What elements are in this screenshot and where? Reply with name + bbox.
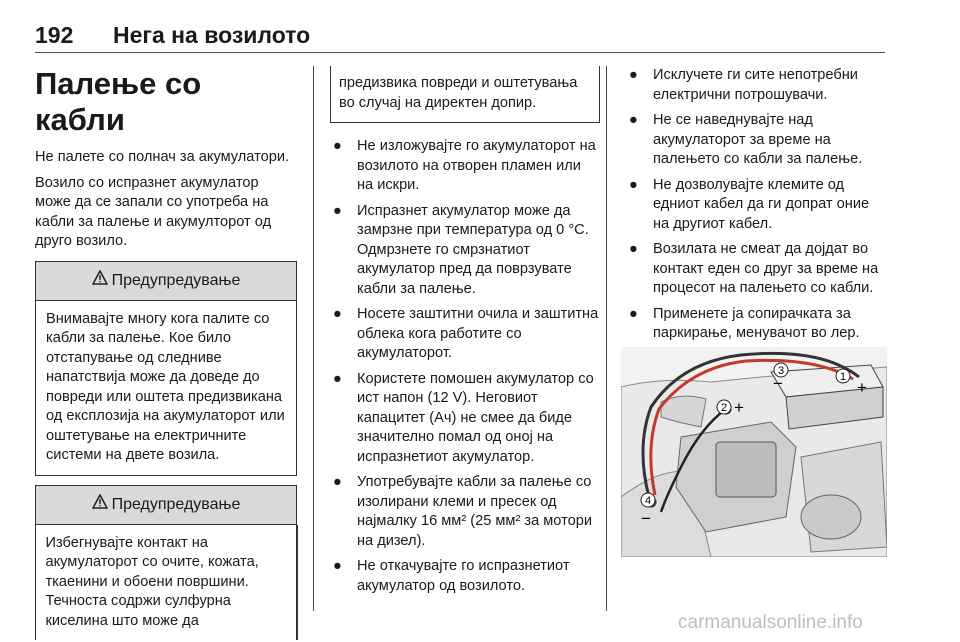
minus-sign: −: [773, 374, 783, 393]
bullet-icon: ●: [333, 202, 342, 219]
callout-2: 2: [720, 402, 728, 414]
list-item: ● Применете ја сопирачката за паркирање, менувачот во лер.: [629, 305, 860, 341]
bullet-icon: ●: [629, 67, 638, 83]
bullet-icon: ●: [333, 370, 342, 387]
watermark-text: carmanualsonline.info: [678, 612, 863, 633]
column-divider: [606, 66, 607, 611]
warning-box: [35, 485, 297, 641]
page-number: 192: [35, 22, 74, 48]
warning-header: [36, 262, 296, 301]
warning-header: [36, 486, 296, 525]
callout-1: 1: [839, 371, 847, 383]
list-item: ● Не се наведнувајте над акумулаторот за време на палењето со кабли за палење.: [629, 112, 863, 167]
bullet-list: [626, 66, 888, 344]
engine-bay-drawing: [621, 347, 887, 557]
bullet-icon: ●: [629, 241, 638, 257]
jump-start-illustration: [621, 347, 887, 557]
column-2: [330, 66, 600, 602]
warning-heading: Предупредување: [111, 271, 241, 289]
paragraph: Не палете со полнач за акумулатори.: [35, 149, 290, 165]
list-item: ● Испразнет акумулатор може да замрзне при температура од 0 °C. Одмрзнете го смрзнатиот акумулатор пред да поврзувате кабли за палење.: [333, 202, 589, 297]
bullet-icon: ●: [333, 558, 342, 574]
plus-sign: +: [857, 378, 867, 397]
warning-box: [35, 261, 297, 476]
warning-continuation: предизвика повреди и оштетувања во случај на директен допир.: [330, 66, 600, 123]
list-item: ● Не изложувајте го акумулаторот на возилото на отворен пламен или на искри.: [333, 138, 596, 193]
bullet-icon: ●: [333, 306, 342, 322]
column-1: [35, 66, 297, 640]
warning-heading: Предупредување: [111, 495, 241, 513]
list-item: ● Возилата не смеат да дојдат во контакт еден со друг за време на процесот на палењето со кабли.: [629, 241, 879, 296]
column-divider: [313, 66, 314, 611]
column-3: [626, 66, 888, 350]
warning-text: Внимавајте многу кога палите со кабли за палење. Кое било отстапување од следниве напатствија може да доведе до повреди или оштета предизвикана од експлозија на акумулаторот или оштетување на електричните системи на двете возила.: [46, 310, 285, 463]
callout-4: 4: [644, 495, 652, 507]
bullet-icon: ●: [629, 305, 638, 322]
bullet-list: [330, 137, 600, 596]
list-item: ● Не откачувајте го испразнетиот акумулатор од возилото.: [333, 558, 570, 594]
warning-text: Избегнувајте контакт на акумулаторот со очите, кожата, ткаенини и обоени површини. Течноста содржи сулфурна киселина што може да: [35, 525, 298, 641]
plus-sign: +: [734, 398, 744, 417]
paragraph: Возило со испразнет акумулатор може да се запали со употреба на кабли за палење и акумулторот од друго возило.: [35, 174, 272, 249]
running-title: Нега на возилото: [113, 22, 311, 48]
bullet-icon: ●: [333, 474, 342, 490]
callout-3: 3: [777, 365, 785, 377]
list-item: ● Употребувајте кабли за палење со изолирани клеми и пресек од најмалку 16 мм² (25 мм² за мотори на дизел).: [333, 474, 592, 549]
warning-triangle-icon: [92, 494, 108, 515]
warning-triangle-icon: [92, 270, 108, 291]
list-item: ● Не дозволувајте клемите од едниот кабел да ги допрат оние на другиот кабел.: [629, 176, 870, 232]
page-header: [35, 22, 885, 58]
header-rule: [35, 52, 885, 53]
bullet-icon: ●: [333, 138, 342, 154]
bullet-icon: ●: [629, 112, 638, 128]
list-item: ● Користете помошен акумулатор со ист напон (12 V). Неговиот капацитет (Ач) не смее да биде значително помал од оној на испразнетиот акумулатор.: [333, 370, 594, 465]
bullet-icon: ●: [629, 176, 638, 193]
minus-sign: −: [641, 509, 651, 528]
list-item: ● Исклучете ги сите непотребни електрични потрошувачи.: [629, 67, 858, 103]
section-title: Палење со кабли: [35, 66, 202, 137]
list-item: ● Носете заштитни очила и заштитна облека кога работите со акумулаторот.: [333, 306, 599, 361]
